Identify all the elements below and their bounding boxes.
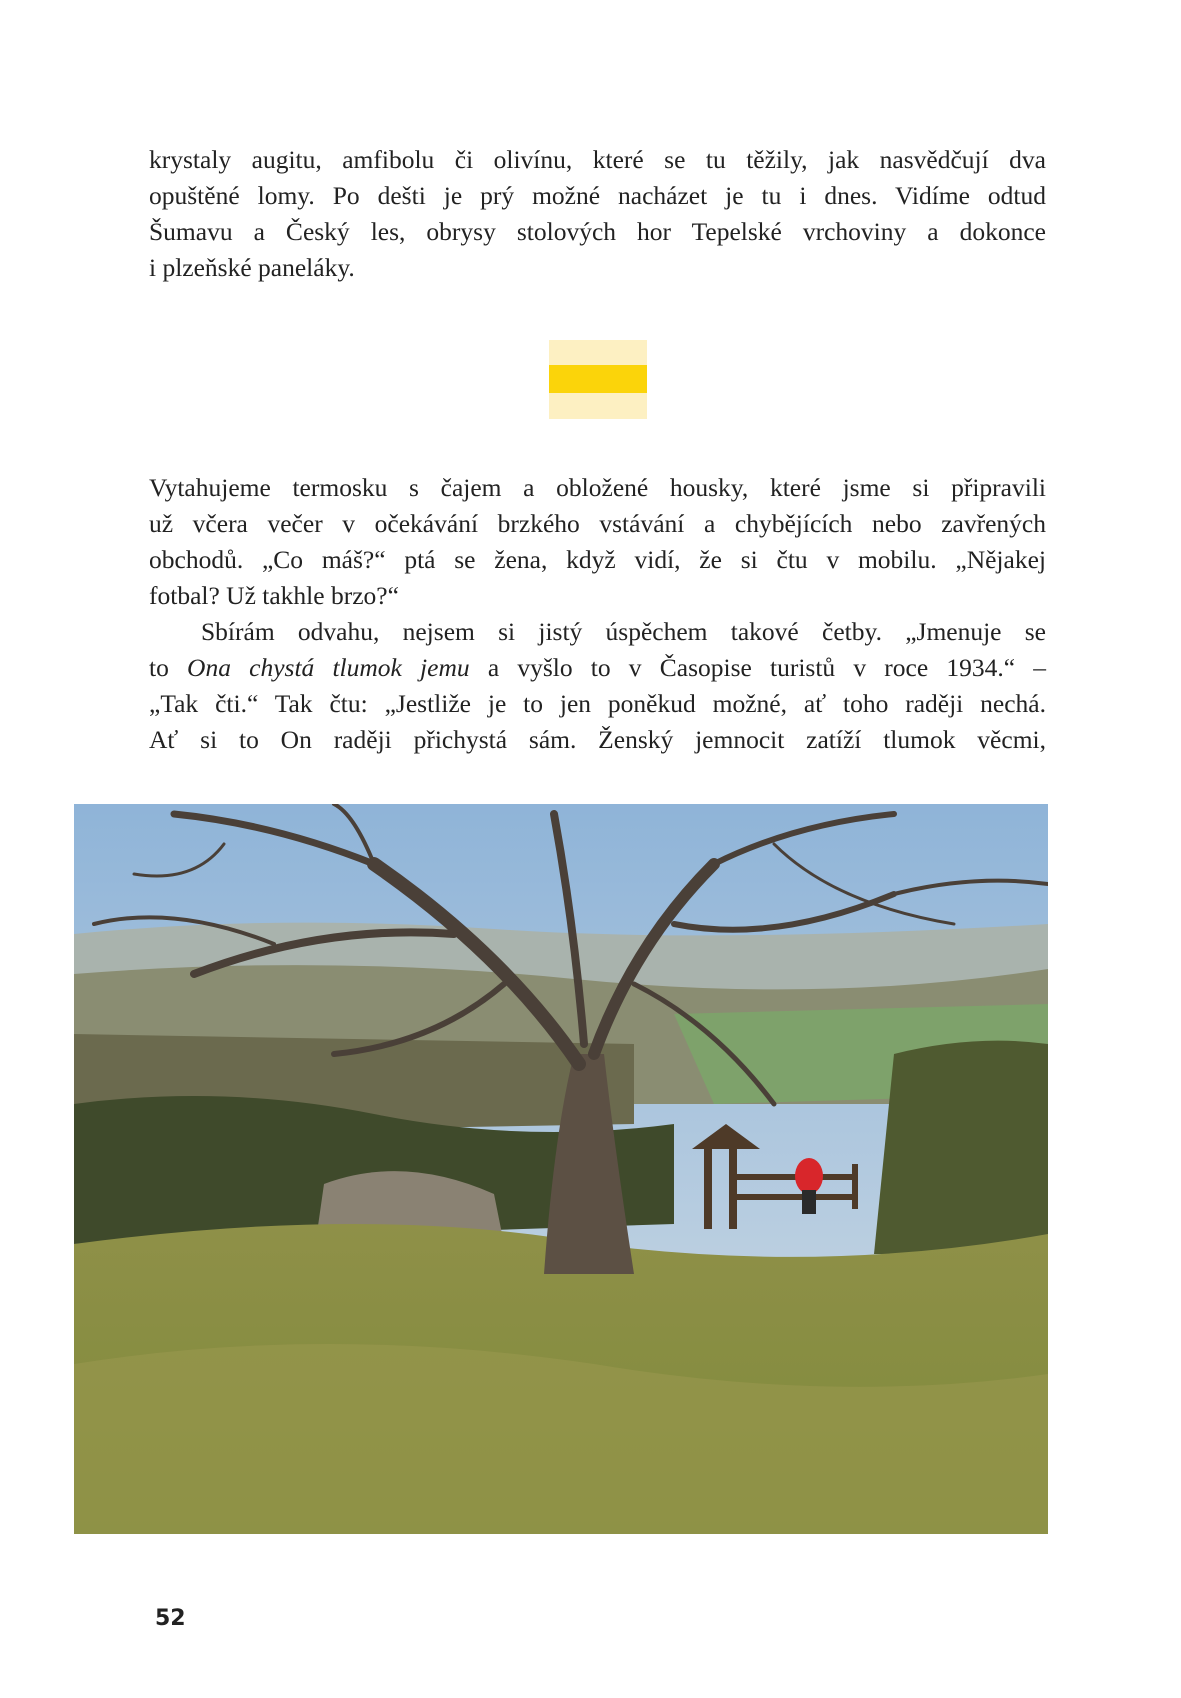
text-line: Sbírám odvahu, nejsem si jistý úspěchem takové četby. „Jmenuje se [201, 617, 1046, 646]
paragraph-1 [149, 142, 1046, 286]
photo-illustration [74, 804, 1048, 1534]
section-separator [549, 340, 647, 419]
text-line: už včera večer v očekávání brzkého vstávání a chybějících nebo zavřených [149, 509, 1046, 538]
text-run: a vyšlo to v Časopise turistů v roce 1934.“ – [469, 653, 1047, 682]
text-line: obchodů. „Co máš?“ ptá se žena, když vidí, že si čtu v mobilu. „Nějakej [149, 545, 1046, 574]
book-title: Ona chystá tlumok jemu [187, 653, 470, 682]
landscape-photo [74, 804, 1048, 1534]
text-line: krystaly augitu, amfibolu či olivínu, které se tu těžily, jak nasvědčují dva [149, 145, 1046, 174]
text-line: Šumavu a Český les, obrysy stolových hor Tepelské vrchoviny a dokonce [149, 217, 1046, 246]
text-line: „Tak čti.“ Tak čtu: „Jestliže je to jen poněkud možné, ať toho raději nechá. [149, 689, 1046, 718]
text-line: fotbal? Už takhle brzo?“ [149, 581, 399, 610]
text-line: Ať si to On raději přichystá sám. Ženský jemnocit zatíží tlumok věcmi, [149, 725, 1046, 754]
paragraph-2 [149, 470, 1046, 758]
text-line [149, 650, 1046, 686]
text-line: i plzeňské paneláky. [149, 253, 355, 282]
text-line: Vytahujeme termosku s čajem a obložené housky, které jsme si připravili [149, 473, 1046, 502]
text-run: to [149, 653, 188, 682]
page-number: 52 [155, 1606, 186, 1631]
text-line: opuštěné lomy. Po dešti je prý možné nacházet je tu i dnes. Vidíme odtud [149, 181, 1046, 210]
separator-bar [549, 365, 647, 393]
